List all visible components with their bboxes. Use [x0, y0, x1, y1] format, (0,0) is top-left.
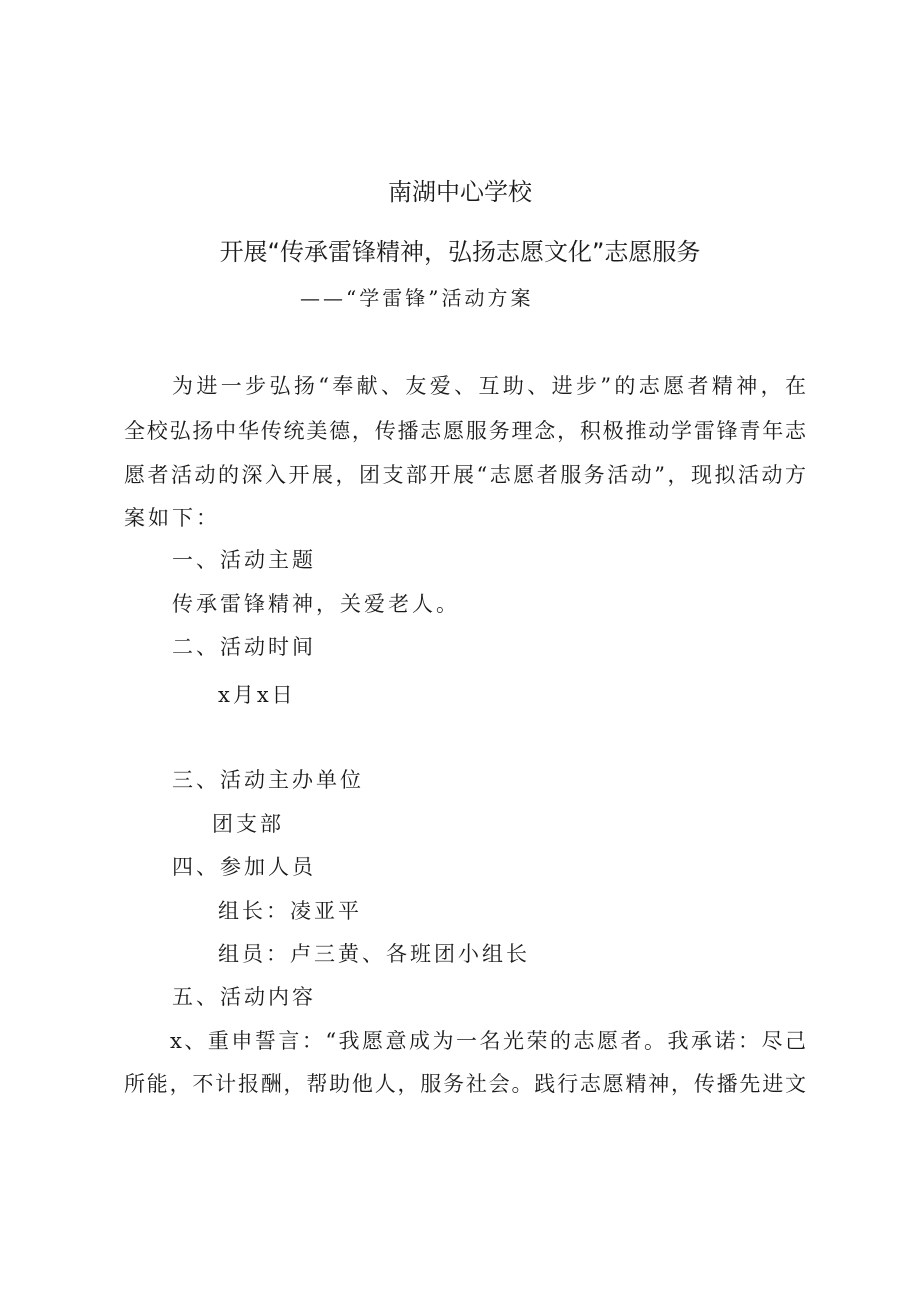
section-2-heading: 二、活动时间: [172, 635, 316, 659]
section-4-heading: 四、参加人员: [172, 855, 316, 879]
intro-line-4: 案如下：: [124, 506, 220, 530]
intro-line-1: 为进一步弘扬“奉献、友爱、互助、进步”的志愿者精神，在: [172, 374, 806, 398]
section-4-members: 组员：卢三黄、各班团小组长: [218, 942, 530, 966]
school-name-heading: 南湖中心学校: [388, 178, 532, 206]
section-4-leader: 组长：凌亚平: [218, 899, 362, 923]
document-subtitle: ——“学雷锋”活动方案: [300, 286, 534, 310]
intro-line-3: 愿者活动的深入开展，团支部开展“志愿者服务活动”，现拟活动方: [124, 463, 806, 487]
document-title: 开展“传承雷锋精神，弘扬志愿文化”志愿服务: [219, 238, 701, 266]
intro-line-2: 全校弘扬中华传统美德，传播志愿服务理念，积极推动学雷锋青年志: [124, 419, 806, 443]
section-2-body: x月x日: [218, 683, 296, 707]
section-5-line-1: x、重申誓言：“我愿意成为一名光荣的志愿者。我承诺：尽己: [170, 1029, 806, 1053]
section-5-heading: 五、活动内容: [172, 985, 316, 1009]
section-5-line-2: 所能，不计报酬，帮助他人，服务社会。践行志愿精神，传播先进文: [124, 1072, 806, 1096]
section-3-body: 团支部: [212, 812, 284, 836]
section-1-body: 传承雷锋精神，关爱老人。: [172, 592, 460, 616]
section-1-heading: 一、活动主题: [172, 548, 316, 572]
section-3-heading: 三、活动主办单位: [172, 768, 364, 792]
